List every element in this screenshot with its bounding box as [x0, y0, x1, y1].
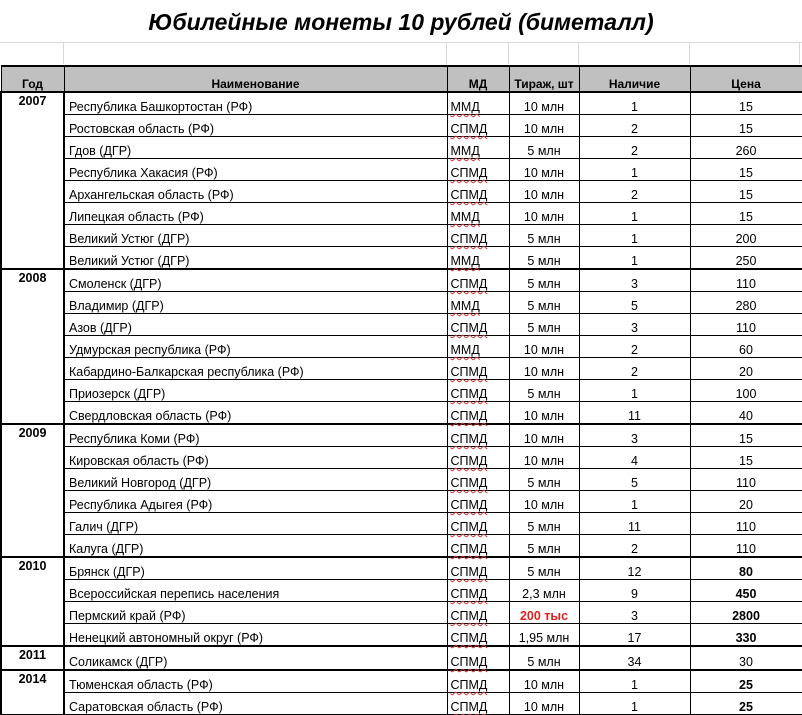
header-price[interactable]: Цена — [690, 66, 802, 92]
mintage-cell-text: 200 тыс — [519, 609, 569, 623]
table-row — [1, 513, 802, 535]
stock-cell[interactable]: 4 — [579, 447, 690, 469]
mintage-cell[interactable]: 5 млн — [509, 225, 579, 247]
year-cell[interactable]: 2014 — [1, 670, 64, 715]
table-body — [1, 92, 802, 715]
table-row — [1, 602, 802, 624]
md-cell-text: СПМД — [450, 609, 488, 623]
md-cell[interactable] — [447, 580, 509, 602]
table-row — [1, 247, 802, 270]
header-year[interactable]: Год — [1, 66, 64, 92]
table-row — [1, 137, 802, 159]
mintage-cell[interactable]: 10 млн — [509, 358, 579, 380]
price-cell[interactable]: 280 — [690, 292, 802, 314]
md-cell-text: СПМД — [450, 232, 488, 246]
md-cell-text: ММД — [450, 144, 480, 158]
md-cell[interactable] — [447, 424, 509, 447]
stock-cell[interactable]: 2 — [579, 181, 690, 203]
mintage-cell[interactable]: 5 млн — [509, 380, 579, 402]
price-cell[interactable]: 110 — [690, 535, 802, 558]
name-cell[interactable]: Свердловская область (РФ) — [64, 402, 447, 425]
name-cell[interactable]: Владимир (ДГР) — [64, 292, 447, 314]
mintage-cell[interactable]: 5 млн — [509, 314, 579, 336]
price-cell[interactable]: 20 — [690, 491, 802, 513]
price-cell[interactable]: 15 — [690, 447, 802, 469]
stock-cell[interactable]: 2 — [579, 115, 690, 137]
name-cell[interactable]: Всероссийская перепись населения — [64, 580, 447, 602]
table-row — [1, 92, 802, 115]
name-cell[interactable]: Приозерск (ДГР) — [64, 380, 447, 402]
price-cell[interactable] — [690, 602, 802, 624]
mintage-cell[interactable]: 5 млн — [509, 137, 579, 159]
price-cell-text: 2800 — [732, 609, 760, 623]
year-cell[interactable]: 2008 — [1, 269, 64, 424]
price-cell[interactable]: 110 — [690, 314, 802, 336]
mintage-cell[interactable]: 1,95 млн — [509, 624, 579, 647]
md-cell-text: СПМД — [450, 321, 488, 335]
stock-cell[interactable]: 3 — [579, 314, 690, 336]
table-row — [1, 358, 802, 380]
stock-cell[interactable]: 9 — [579, 580, 690, 602]
mintage-cell[interactable]: 10 млн — [509, 181, 579, 203]
md-cell[interactable] — [447, 292, 509, 314]
md-cell-text: СПМД — [450, 476, 488, 490]
mintage-cell[interactable]: 10 млн — [509, 670, 579, 693]
table-row — [1, 402, 802, 425]
price-cell[interactable]: 100 — [690, 380, 802, 402]
year-cell[interactable]: 2011 — [1, 646, 64, 670]
price-cell[interactable]: 15 — [690, 424, 802, 447]
md-cell-text: СПМД — [450, 122, 488, 136]
md-cell[interactable] — [447, 380, 509, 402]
title-row — [0, 0, 802, 43]
md-cell[interactable] — [447, 358, 509, 380]
price-cell-text: 450 — [735, 587, 757, 601]
header-md[interactable]: МД — [447, 66, 509, 92]
name-cell[interactable]: Великий Новгород (ДГР) — [64, 469, 447, 491]
stock-cell[interactable]: 1 — [579, 491, 690, 513]
name-cell[interactable]: Липецкая область (РФ) — [64, 203, 447, 225]
md-cell[interactable] — [447, 225, 509, 247]
stock-cell[interactable]: 2 — [579, 358, 690, 380]
price-cell[interactable] — [690, 557, 802, 580]
md-cell[interactable] — [447, 624, 509, 647]
md-cell-text: СПМД — [450, 498, 488, 512]
stock-cell[interactable]: 3 — [579, 602, 690, 624]
mintage-cell[interactable]: 5 млн — [509, 557, 579, 580]
name-cell[interactable]: Гдов (ДГР) — [64, 137, 447, 159]
stock-cell[interactable]: 2 — [579, 336, 690, 358]
table-row — [1, 469, 802, 491]
mintage-cell[interactable]: 5 млн — [509, 292, 579, 314]
md-cell[interactable] — [447, 247, 509, 270]
name-cell[interactable]: Ростовская область (РФ) — [64, 115, 447, 137]
md-cell-text: СПМД — [450, 542, 488, 556]
stock-cell[interactable]: 1 — [579, 203, 690, 225]
price-cell[interactable]: 15 — [690, 181, 802, 203]
name-cell[interactable]: Саратовская область (РФ) — [64, 693, 447, 715]
mintage-cell[interactable]: 10 млн — [509, 402, 579, 425]
stock-cell[interactable]: 1 — [579, 380, 690, 402]
mintage-cell[interactable]: 10 млн — [509, 424, 579, 447]
md-cell[interactable] — [447, 402, 509, 425]
md-cell[interactable] — [447, 447, 509, 469]
md-cell-text: СПМД — [450, 631, 488, 645]
price-cell[interactable] — [690, 670, 802, 693]
md-cell[interactable] — [447, 469, 509, 491]
mintage-cell[interactable]: 2,3 млн — [509, 580, 579, 602]
header-stock[interactable]: Наличие — [579, 66, 690, 92]
mintage-cell[interactable]: 10 млн — [509, 336, 579, 358]
year-cell[interactable]: 2007 — [1, 92, 64, 269]
md-cell-text: СПМД — [450, 700, 488, 714]
table-row — [1, 115, 802, 137]
stock-cell[interactable]: 1 — [579, 247, 690, 270]
price-cell[interactable]: 15 — [690, 92, 802, 115]
name-cell[interactable]: Кировская область (РФ) — [64, 447, 447, 469]
md-cell-text: СПМД — [450, 655, 488, 669]
md-cell[interactable] — [447, 92, 509, 115]
price-cell-text: 25 — [739, 700, 753, 714]
md-cell[interactable] — [447, 336, 509, 358]
mintage-cell[interactable]: 5 млн — [509, 469, 579, 491]
name-cell[interactable]: Кабардино-Балкарская республика (РФ) — [64, 358, 447, 380]
name-cell[interactable]: Республика Башкортостан (РФ) — [64, 92, 447, 115]
table-row — [1, 424, 802, 447]
md-cell-text: ММД — [450, 343, 480, 357]
price-cell[interactable] — [690, 693, 802, 715]
price-cell[interactable]: 30 — [690, 646, 802, 670]
price-cell[interactable]: 260 — [690, 137, 802, 159]
md-cell-text: СПМД — [450, 432, 488, 446]
md-cell[interactable] — [447, 670, 509, 693]
mintage-cell[interactable]: 5 млн — [509, 513, 579, 535]
sheet-title: Юбилейные монеты 10 рублей (биметалл) — [148, 9, 654, 35]
stock-cell[interactable]: 1 — [579, 92, 690, 115]
mintage-cell[interactable]: 10 млн — [509, 693, 579, 715]
name-cell[interactable]: Архангельская область (РФ) — [64, 181, 447, 203]
md-cell[interactable] — [447, 115, 509, 137]
price-cell[interactable]: 15 — [690, 115, 802, 137]
price-cell[interactable]: 200 — [690, 225, 802, 247]
md-cell-text: СПМД — [450, 365, 488, 379]
coins-table — [0, 65, 802, 715]
table-row — [1, 159, 802, 181]
stock-cell[interactable]: 11 — [579, 513, 690, 535]
price-cell[interactable]: 20 — [690, 358, 802, 380]
md-cell-text: СПМД — [450, 188, 488, 202]
md-cell-text: СПМД — [450, 565, 488, 579]
table-row — [1, 225, 802, 247]
header-name[interactable]: Наименование — [64, 66, 447, 92]
name-cell[interactable]: Удмурская республика (РФ) — [64, 336, 447, 358]
md-cell[interactable] — [447, 137, 509, 159]
table-row — [1, 557, 802, 580]
header-row — [1, 66, 802, 92]
price-cell[interactable] — [690, 624, 802, 647]
mintage-cell[interactable]: 10 млн — [509, 115, 579, 137]
stock-cell[interactable]: 2 — [579, 137, 690, 159]
price-cell[interactable]: 15 — [690, 203, 802, 225]
name-cell[interactable]: Пермский край (РФ) — [64, 602, 447, 624]
md-cell[interactable] — [447, 314, 509, 336]
stock-cell[interactable]: 3 — [579, 269, 690, 292]
mintage-cell[interactable]: 5 млн — [509, 269, 579, 292]
blank-row — [0, 42, 802, 64]
table-row — [1, 447, 802, 469]
name-cell[interactable]: Республика Хакасия (РФ) — [64, 159, 447, 181]
md-cell[interactable] — [447, 602, 509, 624]
mintage-cell[interactable]: 10 млн — [509, 92, 579, 115]
name-cell[interactable]: Смоленск (ДГР) — [64, 269, 447, 292]
name-cell[interactable]: Республика Коми (РФ) — [64, 424, 447, 447]
price-cell[interactable]: 40 — [690, 402, 802, 425]
stock-cell[interactable]: 17 — [579, 624, 690, 647]
table-row — [1, 580, 802, 602]
table-row — [1, 670, 802, 693]
md-cell-text: СПМД — [450, 277, 488, 291]
year-cell[interactable]: 2010 — [1, 557, 64, 646]
mintage-cell[interactable]: 5 млн — [509, 646, 579, 670]
name-cell[interactable]: Азов (ДГР) — [64, 314, 447, 336]
md-cell-text: ММД — [450, 254, 480, 268]
table-row — [1, 292, 802, 314]
name-cell[interactable]: Великий Устюг (ДГР) — [64, 247, 447, 270]
mintage-cell[interactable]: 10 млн — [509, 491, 579, 513]
md-cell-text: ММД — [450, 299, 480, 313]
price-cell-text: 25 — [739, 678, 753, 692]
md-cell[interactable] — [447, 646, 509, 670]
stock-cell[interactable]: 1 — [579, 670, 690, 693]
mintage-cell[interactable]: 10 млн — [509, 159, 579, 181]
table-row — [1, 336, 802, 358]
price-cell-text: 330 — [735, 631, 757, 645]
md-cell[interactable] — [447, 557, 509, 580]
table-row — [1, 535, 802, 558]
stock-cell[interactable]: 1 — [579, 693, 690, 715]
name-cell[interactable]: Тюменская область (РФ) — [64, 670, 447, 693]
md-cell[interactable] — [447, 159, 509, 181]
stock-cell[interactable]: 2 — [579, 535, 690, 558]
md-cell-text: СПМД — [450, 587, 488, 601]
md-cell-text: СПМД — [450, 387, 488, 401]
stock-cell[interactable]: 34 — [579, 646, 690, 670]
table-row — [1, 491, 802, 513]
stock-cell[interactable]: 5 — [579, 469, 690, 491]
md-cell[interactable] — [447, 269, 509, 292]
md-cell-text: ММД — [450, 100, 480, 114]
name-cell[interactable]: Республика Адыгея (РФ) — [64, 491, 447, 513]
name-cell[interactable]: Галич (ДГР) — [64, 513, 447, 535]
table-row — [1, 624, 802, 647]
md-cell[interactable] — [447, 203, 509, 225]
price-cell[interactable]: 60 — [690, 336, 802, 358]
md-cell-text: СПМД — [450, 166, 488, 180]
table-row — [1, 380, 802, 402]
stock-cell[interactable]: 3 — [579, 424, 690, 447]
md-cell-text: СПМД — [450, 409, 488, 423]
md-cell-text: ММД — [450, 210, 480, 224]
price-cell[interactable]: 110 — [690, 469, 802, 491]
stock-cell[interactable]: 1 — [579, 159, 690, 181]
price-cell-text: 80 — [739, 565, 753, 579]
mintage-cell[interactable]: 5 млн — [509, 247, 579, 270]
mintage-cell[interactable] — [509, 602, 579, 624]
md-cell[interactable] — [447, 181, 509, 203]
md-cell-text: СПМД — [450, 678, 488, 692]
table-row — [1, 314, 802, 336]
table-row — [1, 693, 802, 715]
name-cell[interactable]: Калуга (ДГР) — [64, 535, 447, 558]
name-cell[interactable]: Великий Устюг (ДГР) — [64, 225, 447, 247]
name-cell[interactable]: Брянск (ДГР) — [64, 557, 447, 580]
md-cell[interactable] — [447, 693, 509, 715]
stock-cell[interactable]: 1 — [579, 225, 690, 247]
stock-cell[interactable]: 11 — [579, 402, 690, 425]
md-cell-text: СПМД — [450, 454, 488, 468]
name-cell[interactable]: Соликамск (ДГР) — [64, 646, 447, 670]
name-cell[interactable]: Ненецкий автономный округ (РФ) — [64, 624, 447, 647]
md-cell[interactable] — [447, 491, 509, 513]
mintage-cell[interactable]: 10 млн — [509, 203, 579, 225]
header-mintage[interactable]: Тираж, шт — [509, 66, 579, 92]
price-cell[interactable]: 250 — [690, 247, 802, 270]
price-cell[interactable] — [690, 580, 802, 602]
price-cell[interactable]: 110 — [690, 513, 802, 535]
table-row — [1, 203, 802, 225]
year-cell[interactable]: 2009 — [1, 424, 64, 557]
price-cell[interactable]: 110 — [690, 269, 802, 292]
table-row — [1, 646, 802, 670]
mintage-cell[interactable]: 5 млн — [509, 535, 579, 558]
stock-cell[interactable]: 5 — [579, 292, 690, 314]
mintage-cell[interactable]: 10 млн — [509, 447, 579, 469]
table-row — [1, 181, 802, 203]
md-cell[interactable] — [447, 513, 509, 535]
stock-cell[interactable]: 12 — [579, 557, 690, 580]
md-cell[interactable] — [447, 535, 509, 558]
price-cell[interactable]: 15 — [690, 159, 802, 181]
md-cell-text: СПМД — [450, 520, 488, 534]
table-row — [1, 269, 802, 292]
